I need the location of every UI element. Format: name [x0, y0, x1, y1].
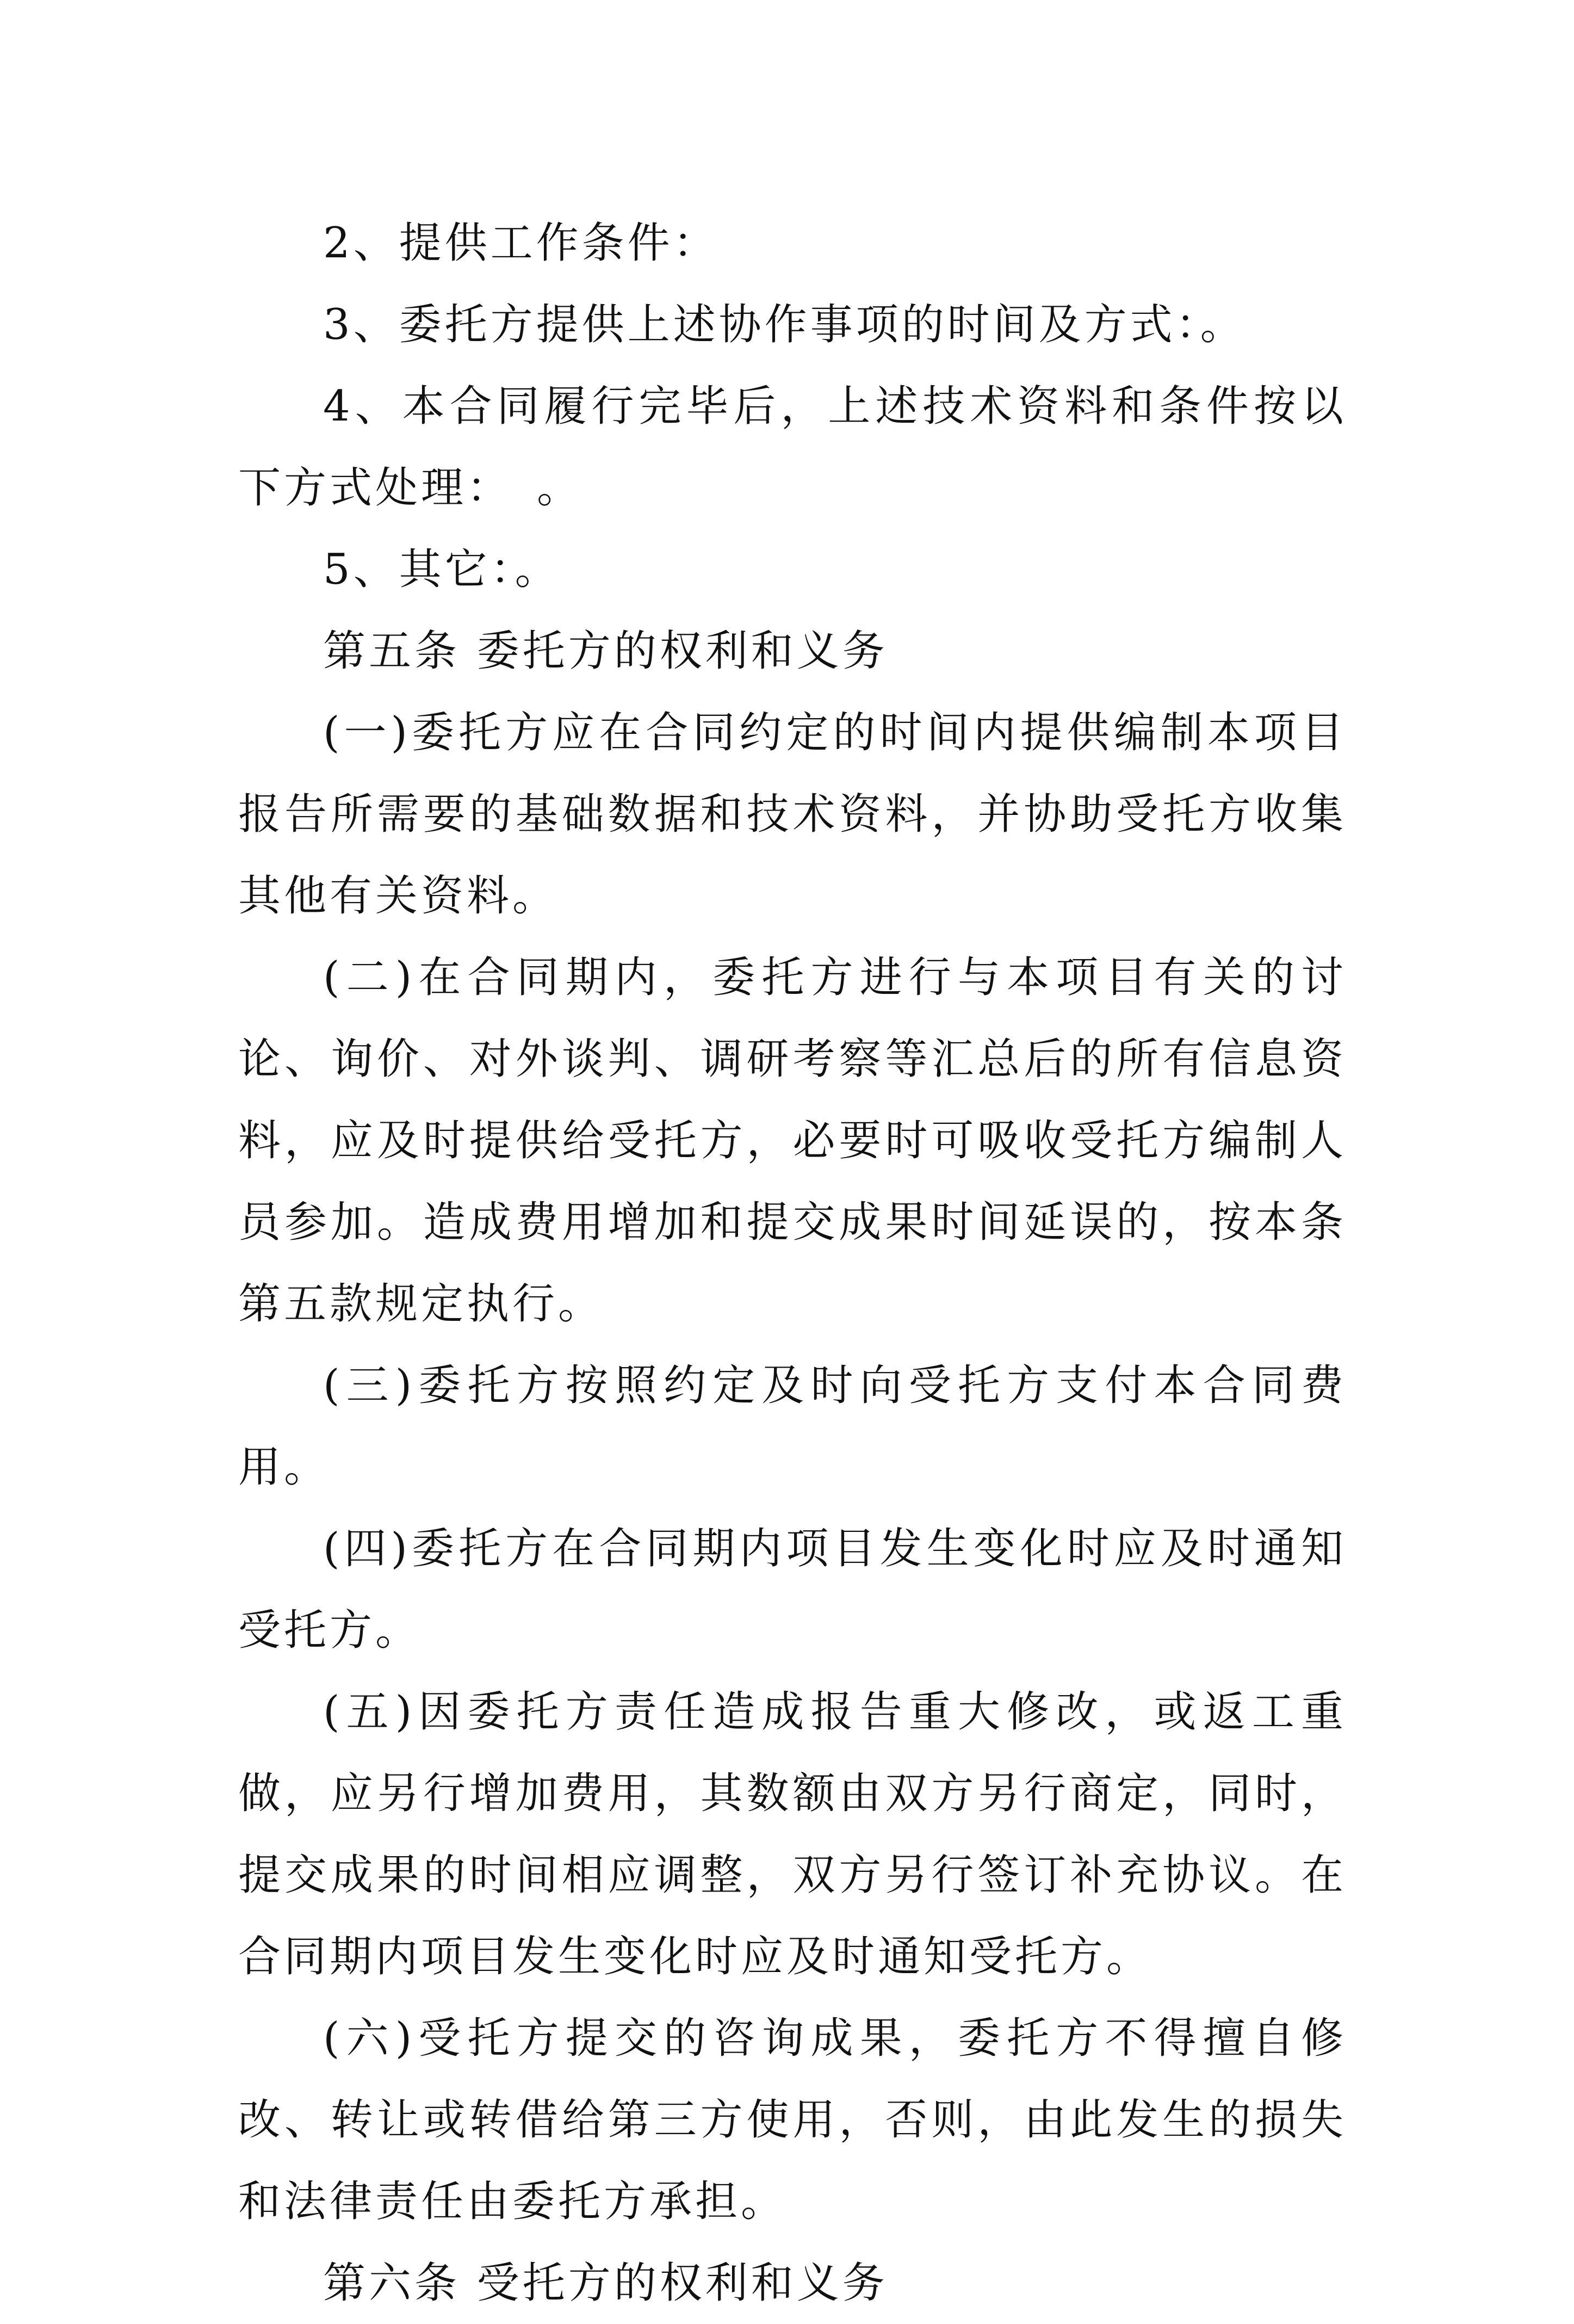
article-6-heading: 第六条 受托方的权利和义务: [323, 2259, 888, 2308]
article-5-heading: 第五条 委托方的权利和义务: [323, 627, 888, 676]
article-5-clause-6: (六)受托方提交的咨询成果，委托方不得擅自修改、转让或转借给第三方使用，否则，由此发生的损失和法律责任由委托方承担。: [238, 2014, 1347, 2226]
article-5-clause-1: (一)委托方应在合同约定的时间内提供编制本项目报告所需要的基础数据和技术资料，并协助受托方收集其他有关资料。: [238, 708, 1347, 920]
article-5-clause-4: (四)委托方在合同期内项目发生变化时应及时通知受托方。: [238, 1524, 1347, 1655]
item-3-time-and-method: 3、委托方提供上述协作事项的时间及方式：。: [323, 300, 1246, 349]
article-5-clause-3: (三)委托方按照约定及时向受托方支付本合同费用。: [238, 1361, 1347, 1492]
item-2-work-conditions: 2、提供工作条件：: [323, 219, 719, 268]
article-5-clause-5: (五)因委托方责任造成报告重大修改，或返工重做，应另行增加费用，其数额由双方另行商定，同时，提交成果的时间相应调整，双方另行签订补充协议。在合同期内项目发生变化时应及时通知受托方。: [238, 1688, 1347, 1981]
item-4-post-contract-handling: 4、本合同履行完毕后，上述技术资料和条件按以下方式处理： 。: [238, 382, 1347, 512]
article-5-clause-2: (二)在合同期内，委托方进行与本项目有关的讨论、询价、对外谈判、调研考察等汇总后的所有信息资料，应及时提供给受托方，必要时可吸收受托方编制人员参加。造成费用增加和提交成果时间延误的，按本条第五款规定执行。: [238, 953, 1347, 1328]
document-body: [238, 202, 1347, 2324]
item-5-other: 5、其它：。: [323, 545, 561, 594]
